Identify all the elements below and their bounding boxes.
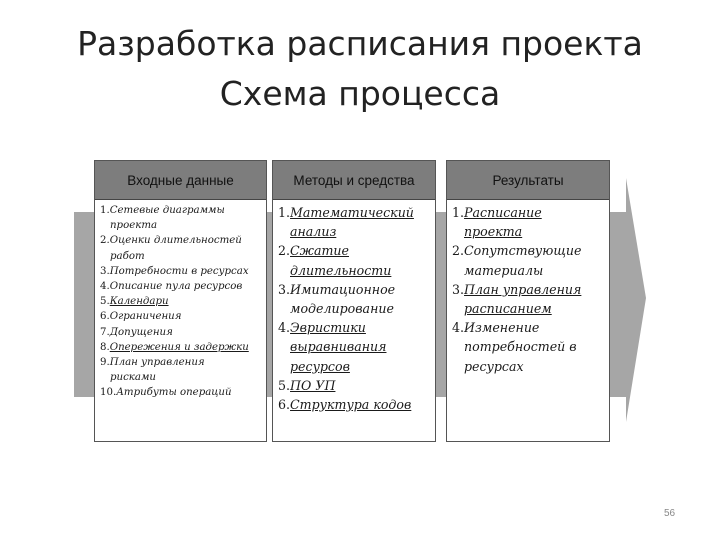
list-item <box>278 376 431 395</box>
list-item <box>100 385 262 400</box>
list-item-text: Структура кодов <box>290 397 412 413</box>
list-item-text: Сжатие <box>290 243 349 259</box>
list-item-text: Календари <box>109 296 169 308</box>
list-item-number: 2. <box>452 243 465 259</box>
list-item-text: Эвристики <box>290 320 366 336</box>
slide-title-line2: Схема процесса <box>219 74 501 113</box>
list-item-text: Расписание <box>464 205 542 220</box>
list-item-text: Опережения и задержки <box>109 341 249 353</box>
list-item-text: рисками <box>110 372 156 384</box>
list-item <box>100 294 262 309</box>
list-item-number: 8. <box>100 341 110 353</box>
list-item-text: Потребности в ресурсах <box>109 265 249 277</box>
list-item-number: 1. <box>278 205 291 220</box>
list-item-text: План управления <box>109 357 205 369</box>
list-item <box>278 395 431 414</box>
list-item <box>100 325 262 340</box>
list-item <box>278 318 431 376</box>
list-item-text: выравнивания <box>290 339 387 355</box>
list-item-number: 4. <box>452 320 465 336</box>
column-list-methods <box>273 200 435 414</box>
list-item <box>100 309 262 324</box>
list-item <box>278 241 431 279</box>
list-item <box>278 280 431 318</box>
list-item <box>100 203 262 233</box>
list-item <box>452 203 605 241</box>
list-item-text: проекта <box>110 220 158 232</box>
list-item-number: 3. <box>452 281 465 297</box>
list-item-text: ресурсов <box>290 358 350 374</box>
list-item <box>452 280 605 318</box>
list-item-text: материалы <box>464 262 544 278</box>
list-item-text: Имитационное <box>290 281 396 297</box>
list-item-text: Математический <box>290 205 414 220</box>
column-header-results: Результаты <box>447 161 609 200</box>
list-item-text: Оценки длительностей <box>109 235 242 247</box>
list-item-text: расписанием <box>464 301 552 317</box>
page-number: 56 <box>664 508 676 519</box>
list-item-text: анализ <box>290 224 337 240</box>
list-item-text: длительности <box>290 262 392 278</box>
list-item-text: Сетевые диаграммы <box>109 205 225 216</box>
list-item-text: потребностей в <box>464 339 577 355</box>
list-item-text: ресурсах <box>464 358 524 374</box>
list-item-number: 9. <box>100 357 110 369</box>
list-item-number: 4. <box>100 281 110 293</box>
column-results <box>446 160 610 442</box>
list-item-text: Изменение <box>464 320 540 336</box>
list-item-number: 1. <box>452 205 465 220</box>
column-header-methods: Методы и средства <box>273 161 435 200</box>
list-item <box>452 241 605 279</box>
list-item-text: Ограничения <box>109 311 182 323</box>
list-item-text: Описание пула ресурсов <box>109 281 243 293</box>
list-item-text: работ <box>110 250 145 262</box>
list-item-number: 2. <box>278 243 291 259</box>
list-item-text: моделирование <box>290 301 394 317</box>
list-item-text: План управления <box>464 281 582 297</box>
list-item <box>100 264 262 279</box>
list-item <box>278 203 431 241</box>
column-inputs <box>94 160 267 442</box>
list-item-number: 3. <box>100 265 110 277</box>
list-item-text: Атрибуты операций <box>116 387 232 399</box>
list-item <box>100 279 262 294</box>
list-item-number: 5. <box>100 296 110 308</box>
column-header-inputs: Входные данные <box>95 161 266 200</box>
column-methods <box>272 160 436 442</box>
list-item <box>100 233 262 263</box>
list-item <box>452 318 605 376</box>
list-item-number: 1. <box>100 205 110 216</box>
column-list-results <box>447 200 609 376</box>
list-item-text: Допущения <box>109 326 173 338</box>
list-item-number: 3. <box>278 281 291 297</box>
list-item-text: проекта <box>464 224 523 240</box>
list-item-number: 6. <box>100 311 110 323</box>
list-item-number: 7. <box>100 326 110 338</box>
list-item-number: 5. <box>278 377 291 393</box>
list-item <box>100 355 262 385</box>
list-item-number: 4. <box>278 320 291 336</box>
list-item-text: ПО УП <box>290 377 336 393</box>
list-item-number: 6. <box>278 397 291 413</box>
column-list-inputs <box>95 200 266 401</box>
slide-title-line1: Разработка расписания проекта <box>77 24 643 63</box>
list-item-number: 10. <box>100 387 117 399</box>
list-item-text: Сопутствующие <box>464 243 582 259</box>
list-item <box>100 340 262 355</box>
list-item-number: 2. <box>100 235 110 247</box>
